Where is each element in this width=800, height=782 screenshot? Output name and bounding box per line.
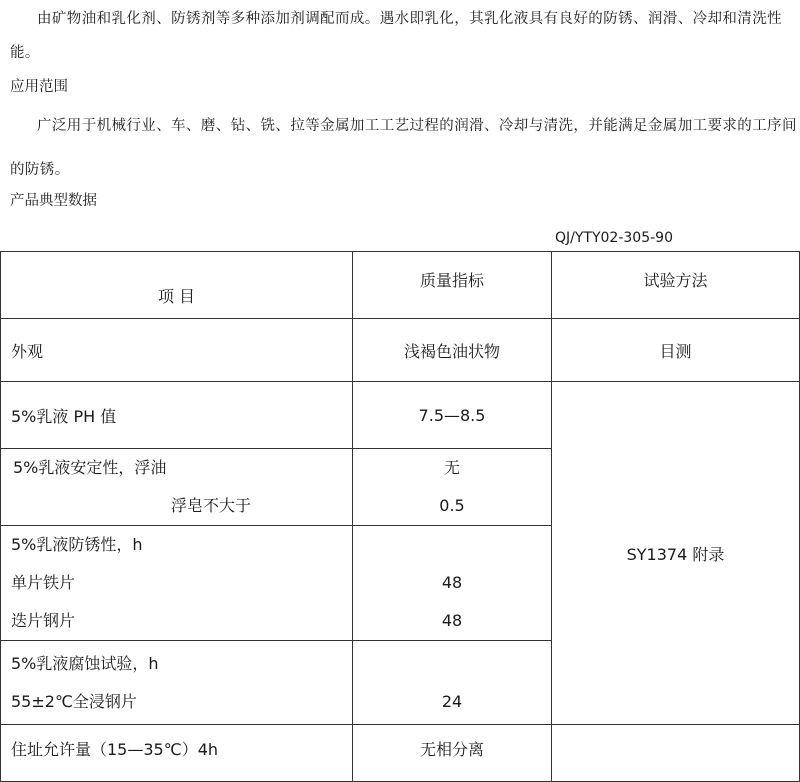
typical-data-table xyxy=(0,251,800,782)
cell-value: 7.5—8.5 xyxy=(353,382,552,449)
cell-value xyxy=(353,449,552,526)
value-line: 无 xyxy=(443,458,460,477)
table-header-row xyxy=(1,252,800,319)
item-line: 5%乳液腐蚀试验，h xyxy=(11,653,159,673)
cell-item: 5%乳液 PH 值 xyxy=(1,382,353,449)
header-quality-label: 质量指标 xyxy=(419,270,484,290)
cell-item: 住址允许量（15—35℃）4h xyxy=(1,725,353,782)
value-line: 24 xyxy=(441,691,463,711)
header-quality xyxy=(353,252,552,319)
item-line: 迭片钢片 xyxy=(11,611,76,630)
cell-method-shared: SY1374 附录 xyxy=(552,382,800,725)
intro-paragraph: 由矿物油和乳化剂、防锈剂等多种添加剂调配而成。遇水即乳化，其乳化液具有良好的防锈、润滑、冷却和清洗性能。 xyxy=(10,11,782,61)
value-line: 48 xyxy=(441,611,463,630)
value-line xyxy=(353,526,551,564)
cell-value xyxy=(353,641,552,725)
header-method xyxy=(552,252,800,319)
header-item-label: 项 目 xyxy=(157,286,196,306)
cell-value xyxy=(353,526,552,641)
cell-item: 外观 xyxy=(1,319,353,382)
table-row xyxy=(1,725,800,782)
item-line: 浮皂不大于 xyxy=(171,496,252,515)
cell-item xyxy=(1,526,353,641)
table-row xyxy=(1,382,800,449)
data-heading: 产品典型数据 xyxy=(10,193,97,209)
cell-method: 目测 xyxy=(552,319,800,382)
cell-item xyxy=(1,449,353,526)
application-heading: 应用范围 xyxy=(10,79,68,95)
item-line: 5%乳液防锈性，h xyxy=(11,535,143,554)
cell-value: 无相分离 xyxy=(353,725,552,782)
header-method-label: 试验方法 xyxy=(643,270,708,290)
item-line: 55±2℃全浸钢片 xyxy=(11,691,137,711)
cell-item xyxy=(1,641,353,725)
item-line: 5%乳液安定性，浮油 xyxy=(13,458,167,477)
header-item xyxy=(1,252,353,319)
item-line: 单片铁片 xyxy=(11,573,76,592)
application-paragraph: 广泛用于机械行业、车、磨、钻、铣、拉等金属加工工艺过程的润滑、冷却与清洗，并能满足金属加工要求的工序间的防锈。 xyxy=(10,118,797,178)
value-line: 48 xyxy=(441,573,463,592)
value-line xyxy=(353,645,551,683)
cell-value: 浅褐色油状物 xyxy=(353,319,552,382)
standard-code: QJ/YTY02-305-90 xyxy=(555,230,673,246)
table-row xyxy=(1,319,800,382)
cell-method-empty xyxy=(552,725,800,782)
value-line: 0.5 xyxy=(439,496,465,515)
